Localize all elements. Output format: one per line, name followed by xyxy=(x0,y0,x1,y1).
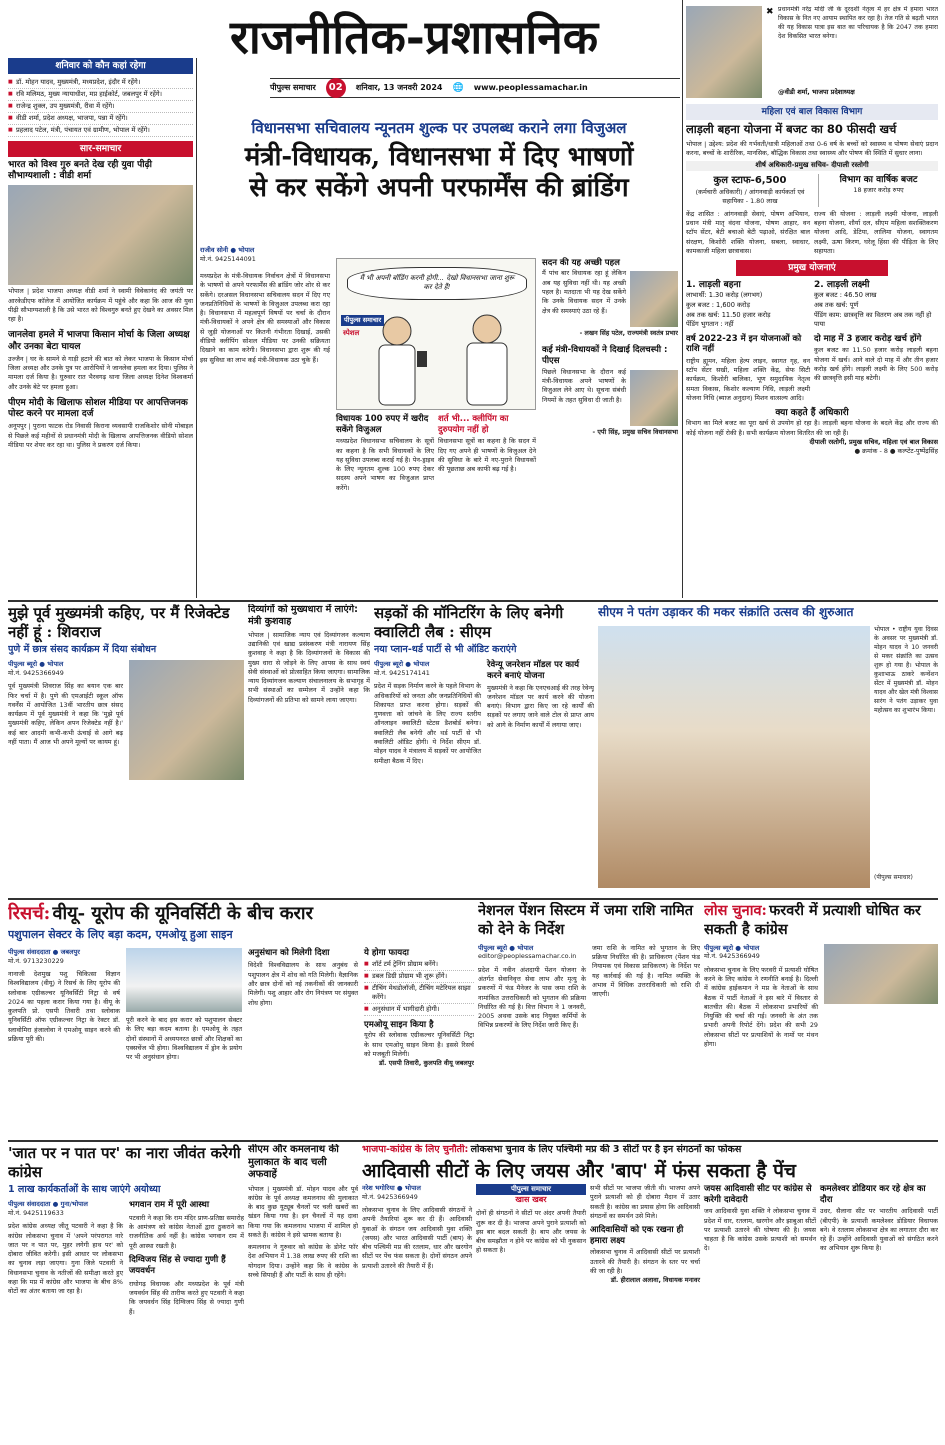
x-icon: ✖ xyxy=(766,7,774,17)
photo-caption: भोपाल • राष्ट्रीय युवा दिवस के अवसर पर मुख्यमंत्री डॉ. मोहन यादव ने 10 जनवरी से मकर संक्रांति का उत्सव शुरू हो गया है। भोपाल के कुशाभाऊ ठाकरे कन्वेंशन सेंटर में मुख्यमंत्री डॉ. मोहन यादव और खेल मंत्री विश्वास सारंग ने पतंग उड़ाकर युवा महोत्सव का शुभारंभ किया। xyxy=(874,626,938,714)
story-subhead: नया प्लान-थर्ड पार्टी से भी ऑडिट कराएंगे xyxy=(374,643,517,655)
schedule-list xyxy=(8,77,193,136)
subhead: कमलेश्वर डोडियार कर रहे क्षेत्र का दौरा xyxy=(820,1184,926,1205)
central-schemes: केंद्र शासित : आंगनवाड़ी सेवाएं, पोषण अभियान, प्रधान मंत्री मातृ वंदना योजना, पोषण आहार, वन स्टॉप सेंटर, बेटी बचाओ बेटी पढ़ाओ, संरक्षित बाल संरक्षण, किशोरी शक्ति योजना, सबला, स्वाधार, कामकाजी महिला छात्रावास। xyxy=(686,209,810,255)
story-text: भोपाल | प्रदेश भाजपा अध्यक्ष वीडी शर्मा ने स्वामी विवेकानंद की जयंती पर आरकेडीएफ कॉलेज में आयोजित कार्यक्रम में पहुंचे और कहा कि आज की युवा पीढ़ी सौभाग्यशाली है कि उसे भारत को विश्वगुरु बनते हुए देखने का अवसर मिल रहा है। xyxy=(8,287,193,324)
quote-box xyxy=(686,6,938,102)
subhead: विधायक 100 रुपए में खरीद सकेंगे विजुअल xyxy=(336,414,429,435)
brief-news-heading: सार-समाचार xyxy=(8,141,193,157)
story-text: जमा राशि के नामित को भुगतान के लिए प्रक्रिया निर्धारित की है। प्राधिकरण (पेंशन फंड नियामक एवं विकास प्राधिकरण) के निर्देश पर यह कार्रवाई की गई है। नामित व्यक्ति के अभाव में विधिक उत्तराधिकारी को राशि दी जाएगी। xyxy=(592,943,700,999)
sidebox-signature: - एपी सिंह, प्रमुख सचिव विधानसभा xyxy=(592,427,678,436)
cartoon-figures xyxy=(337,311,537,411)
story-headline: से कर सकेंगे अपनी परफार्मेंस की ब्रांडिंग xyxy=(249,173,629,204)
mou-story xyxy=(8,902,474,1144)
shivraj-story xyxy=(8,604,244,894)
cartoon-label xyxy=(341,315,384,326)
paper-name: पीपुल्स समाचार xyxy=(270,82,316,92)
budget-value: 18 हजार करोड़ रुपए xyxy=(853,185,904,194)
subhead: रेवेन्यू जनरेशन मॉडल पर कार्य करने बनाएं योजना xyxy=(487,660,580,681)
scheme-line: लाभार्थी: 1.30 करोड़ (लगभग) xyxy=(686,291,763,300)
story-text: दोनों ही संगठनों ने सीटों पर अंदर अपनी तैयारी शुरू कर दी है। भाजपा अपने पुराने प्रत्याशी को इस बार बदल सकती है। बाप और जयस के बीच समझौता न होने पर कांग्रेस को भी नुकसान हो सकता है। xyxy=(476,1209,586,1255)
story-kicker: भाजपा-कांग्रेस के लिए चुनौती: xyxy=(362,1144,469,1155)
list-item: ■ प्रहलाद पटेल, मंत्री, पंचायत एवं ग्रामीण, भोपाल में रहेंगे। xyxy=(8,125,193,137)
exclusive-label: पीपुल्स समाचार xyxy=(510,1185,552,1193)
story-text: सभी सीटों पर भाजपा जीती थी। भाजपा अपने पुराने प्रत्याशी को ही दोबारा मैदान में उतार सकती है। कांग्रेस का प्रयास होगा कि आदिवासी संगठनों का समर्थन उसे मिले। xyxy=(590,1184,700,1220)
road-story xyxy=(374,604,594,894)
leader-photo xyxy=(686,6,762,98)
globe-icon: 🌐 xyxy=(452,82,464,93)
story-kicker-detail: लोकसभा चुनाव के लिए पश्चिमी मप्र की 3 सीटों पर है इन संगठनों का फोकस xyxy=(470,1144,742,1155)
story-text: लोकसभा चुनाव के लिए फरवरी में प्रत्याशी घोषित करने के लिए कांग्रेस ने रणनीति बनाई है। दिल्ली में कांग्रेस हाईकमान ने मप्र के नेताओं के साथ बैठक में पार्टी नेताओं ने इस बारे में विस्तार से बातचीत की। बैठक में लोकसभा प्रभारियों की नियुक्ति की चर्चा की गई। जनवरी के अंत तक प्रभारी अपनी रिपोर्ट देंगे। प्रदेश की सभी 29 लोकसभा सीटों पर प्रत्याशियों के नामों पर मंथन होगा। xyxy=(704,965,818,1048)
staff-label: कुल स्टाफ- xyxy=(713,174,755,186)
story-text: प्रदेश कांग्रेस अध्यक्ष जीतू पटवारी ने कहा है कि कांग्रेस लोकसभा चुनाव में 'अपने परंपरागत नारे जात पर न पात पर, मुहर लगेगी हाथ पर' को दोबारा जीवित करेगी। इसी आधार पर लोकसभा का चुनाव लड़ा जाएगा। गुना जिले पटवारी ने विधानसभा चुनाव के नतीजों की समीक्षा करते हुए कहा कि मप्र में कांग्रेस और भाजपा के बीच 8% वोटों का अंतर बताया जा रहा है। xyxy=(8,1222,123,1296)
list-item: ■ शॉर्ट टर्म ट्रेनिंग प्रोग्राम बनेंगे। xyxy=(364,959,474,971)
story-text: लोकसभा चुनाव में आदिवासी सीटों पर प्रत्याशी उतारने की तैयारी है। संगठन के स्तर पर चर्चा की जा रही है। xyxy=(590,1248,700,1275)
nps-story xyxy=(478,902,700,1144)
right-column xyxy=(686,6,938,598)
page-number: 02 xyxy=(326,78,346,98)
department-headline: लाड़ली बहना योजना में बजट का 80 फीसदी खर्च xyxy=(686,122,897,137)
mobile-number: मो.नं. 9425366949 xyxy=(362,1192,418,1201)
story-text: विधानसभा सूत्रों का कहना है कि सदन में दिए गए अपने ही भाषणों के विजुअल देने की सुविधा के बारे में नए-पुराने विधायकों की पूछताछ अब काफी बढ़ गई है। xyxy=(438,437,536,474)
scheme-line: अब तक खर्च: पूर्ण xyxy=(814,300,859,309)
figure-body xyxy=(467,343,507,405)
quote-text: प्रधानमंत्री नरेंद्र मोदी जी के दूरदर्शी नेतृत्व में हर क्षेत्र में हमारा भारत विकास के नित नए आयाम स्थापित कर रहा है। तेज गति से बढ़ती भारत की यह विकास यात्रा इस बात का परिचायक है कि 2047 तक हमारा देश विकसित भारत बनेगा। xyxy=(778,6,938,40)
list-item: ■ टीचिंग मेथडोलॉजी, टीचिंग मटेरियल साझा करेंगे। xyxy=(364,983,474,1004)
byline: पीपुल्स ब्यूरो ● भोपाल xyxy=(478,943,534,952)
story-text: मुख्यमंत्री ने कहा कि एनएचआई की तरह रेवेन्यू जनरेशन मॉडल पर कार्य करने की योजना बनाएं। विभाग द्वारा किए जा रहे कार्यों की सड़कों पर लगाए जाने वाले टोल से प्राप्त आय को आगे के निर्माण कार्यों में लगाया जाए। xyxy=(487,683,594,729)
story-subhead: पशुपालन सेक्टर के लिए बड़ा कदम, एमओयू हुआ साइन xyxy=(8,928,233,942)
staff-value: 6,500 xyxy=(754,174,787,186)
exclusive-tag xyxy=(476,1184,586,1195)
story-text: भोपाल | सामाजिक न्याय एवं दिव्यांगजन कल्याण उद्यानिकी एवं खाद्य प्रसंस्करण मंत्री नारायण सिंह कुशवाह ने कहा है कि दिव्यांगजनों के विकास की मुख्य धारा से जोड़ने के लिए आपस के साथ स्वयं सेवी संस्थाओं को प्रोत्साहित किया जाएगा। सामाजिक न्याय दिव्यांगजन कल्याण संचालनालय के सभागृह में सभी संस्थाओं का सम्मेलन में उन्होंने कहा कि दिव्यांगजनों की प्रतिभा को सामने लाया जाएगा। xyxy=(248,630,370,704)
exclusive-sublabel: खास खबर xyxy=(515,1195,547,1205)
story-text: विदेशी विश्वविद्यालय के साथ अनुबंध से पशुपालन क्षेत्र में शोध को गति मिलेगी। वैज्ञानिक और छात्र दोनों को नई तकनीकों की जानकारी मिलेगी। पशु आहार और रोग नियंत्रण पर संयुक्त शोध होगा। xyxy=(248,961,358,1007)
story-text: विभाग का मिले बजट का पूरा खर्च से उपयोग हो रहा है। लाड़ली बहना योजना के बदले केंद्र और राज्य की कोई योजना नहीं रोकी है। सभी कार्यक्रम योजना वितरित की जा रही हैं। xyxy=(686,419,938,437)
story-text: प्रदेश में सड़क निर्माण करने के पहले विभाग के अधिकारियों को जनता और जनप्रतिनिधियों की शिकायत प्राप्त करना होगा। सड़कों की गुणवत्ता को जांचने के लिए राज्य स्तरीय ऑनलाइन क्वालिटी स्टेटस डैशबोर्ड बनेगा। क्वालिटी लैब बनेगी और थर्ड पार्टी से भी क्वालिटी ऑडिट होगी। ये निर्देश सीएम डॉ. मोहन यादव ने मंत्रालय में सड़कों पर आयोजित समीक्षा बैठक में दिए। xyxy=(374,682,481,765)
kamal-story xyxy=(248,1144,358,1440)
story-headline: सीएम और कमलनाथ की मुलाकात के बाद चली अफवाहें xyxy=(248,1144,339,1180)
mobile-number: मो.नं. 9425119633 xyxy=(8,1209,64,1218)
story-kicker: विधानसभा सचिवालय न्यूनतम शुल्क पर उपलब्ध कराने लगा विजुअल xyxy=(251,119,627,137)
department-heading: महिला एवं बाल विकास विभाग xyxy=(686,104,938,120)
tribal-story xyxy=(362,1144,938,1440)
subhead: ये होगा फायदा xyxy=(364,948,409,958)
story-text: राघोगढ़ विधायक और मध्यप्रदेश के पूर्व मंत्री जयवर्धन सिंह की तारीफ करते हुए पटवारी ने कहा कि जयवर्धन सिंह दिग्विजय सिंह से ज्यादा गुणी हैं। xyxy=(129,1279,244,1316)
photo-credit: (पीपुल्स समाचार) xyxy=(874,874,913,881)
byline: नरेश भगोरिया ● भोपाल xyxy=(362,1184,421,1192)
state-schemes: राज्य की योजना : लाड़ली लक्ष्मी योजना, लाड़ली बहना योजना, शौर्या दल, सीएम महिला सशक्तिकरण योजना आदि, डेटिया, लालिमा योजना, स्वागतम लक्ष्मी, ऊषा किरण, घरेलू हिंसा की पीड़िता के लिए सहायता। xyxy=(814,209,938,255)
schemes-heading: प्रमुख योजनाएं xyxy=(736,260,888,276)
story-text: अनूपपुर | पुराना फाटक रोड निवासी किराना व्यवसायी राजकिशोर सोनी मोबाइल से पिछले कई महीनों से प्रधानमंत्री मोदी के खिलाफ आपत्तिजनक वीडियो सोशल मीडिया पर शेयर कर रहा था। पुलिस ने प्रकरण दर्ज किया। xyxy=(8,422,193,450)
scheme-line: कुल बजट : 46.50 लाख xyxy=(814,291,877,300)
story-headline: वीयू- यूरोप की यूनिवर्सिटी के बीच करार xyxy=(52,903,313,924)
department-intro: भोपाल | उद्देश्य: प्रदेश की गर्भवती/धात्री महिलाओं तथा 0-6 वर्ष के बच्चों को स्वास्थ्य व पोषण सेवाएं प्रदान करना, बच्चों के शारीरिक, मानसिक, बौद्धिक विकास तथा स्वास्थ्य और पोषण की स्थिति में सुधार लाना। xyxy=(686,139,938,157)
phone-prop xyxy=(417,351,427,367)
sidebox-heading: सदन की यह अच्छी पहल xyxy=(542,258,620,268)
list-item: ■ अनुसंधान में भागीदारी होगी। xyxy=(364,1004,474,1016)
story-text: कमलनाथ ने गुरुवार को कांग्रेस के डोनेट फॉर देश अभियान में 1.38 लाख रुपए की राशि का योगदान दिया। उन्होंने कहा कि वे कांग्रेस के सच्चे सिपाही हैं और पार्टी के साथ ही रहेंगे। xyxy=(248,1243,358,1280)
sidebox-text: मैं पांच बार विधायक रहा हूं लेकिन अब यह सुविधा नहीं थी। यह अच्छी पहल है। मतदाता भी यह देख सकेंगे कि उनके विधायक सदन में उनके क्षेत्र की समस्याएं उठा रहे हैं। xyxy=(542,269,626,315)
story-text: मध्यप्रदेश के मंत्री-विधायक निर्वाचन क्षेत्रों में विधानसभा के भाषणों से अपने परफार्मेंस की ब्रांडिंग जोर शोर से कर सकेंगे। दरअसल विधानसभा सचिवालय सदन में दिए गए जनप्रतिनिधियों के भाषणों के विजुअल उपलब्ध करा रहा है। विधानसभा में महत्वपूर्ण विषयों पर चर्चा के दौरान मंत्री-विधायकों ने अपने क्षेत्र की समस्याओं और विकास से जुड़ी योजनाओं पर कितनी गंभीरता दिखाई, उसकी वीडियो क्लीपिंग सोशल मीडिया पर उनकी सक्रियता दिखाने का काम करेगी। विधानसभा द्वारा शुरू की गई इस सुविधा का लाभ कई मंत्री-विधायक उठा चुके हैं। xyxy=(200,272,330,364)
sidebox-heading: कई मंत्री-विधायकों ने दिखाई दिलचस्पी : पीएस xyxy=(542,344,668,367)
story-text: उज्जैन | घर के सामने से गाड़ी हटाने की बात को लेकर भाजपा के किसान मोर्चा जिला अध्यक्ष और उनके पुत्र पर आरोपियों ने जानलेवा हमला कर दिया। पुलिस ने मामला दर्ज किया है। घुरुवार रात भैरवगढ़ थाना जिला अध्यक्ष दिनेश विश्वकर्मा और उनके बेटे पर हमला हुआ। xyxy=(8,354,193,391)
subhead: एमओयू साइन किया है xyxy=(364,1019,434,1030)
story-text: प्रदेश में नवीन अंशदायी पेंशन योजना के अंतर्गत सेवानिवृत्त सेवा लाभ और मृत्यु के प्रकरणों में फंड मैनेजर के पास जमा राशि के नामांकित उत्तराधिकारी को भुगतान की प्रक्रिया निर्धारित की गई है। वित्त विभाग ने 1 जनवरी, 2005 अथवा उसके बाद नियुक्त कर्मियों के विभिन्न प्रकरणों के लिए निर्देश जारी किए हैं। xyxy=(478,965,586,1030)
mobile-number: मो.नं. 9425366949 xyxy=(8,669,64,678)
story-text: यूरोप की स्लोवाक एग्रीकल्चर यूनिवर्सिटी निट्रा के साथ एमओयू साइन किया है। इससे रिसर्च को मजबूती मिलेगी। xyxy=(364,1031,474,1058)
story-text: पूरी करने के बाद इस करार को पशुपालन सेक्टर के लिए बड़ा कदम बताया है। एमओयू के तहत दोनों संस्थानों में अध्ययनरत छात्रों और शिक्षकों का एक्सचेंज भी होगा। विश्वविद्यालय में ड्रोन के प्रयोग पर भी अनुसंधान होगा। xyxy=(126,1016,242,1062)
subhead: अनुसंधान को मिलेगी दिशा xyxy=(248,948,330,958)
byline: पीपुल्स ब्यूरो ● भोपाल xyxy=(704,943,760,952)
story-headline: 'जात पर न पात पर' का नारा जीवंत करेगी कांग्रेस xyxy=(8,1144,241,1181)
main-story xyxy=(200,118,678,598)
byline: पीपुल्स ब्यूरो ● भोपाल xyxy=(374,660,430,669)
scheme-line: पेंडिंग काम: छात्रवृत्ति का वितरण अब तक नहीं हो पाया xyxy=(814,310,932,329)
story-text: जय आदिवासी युवा शक्ति ने लोकसभा चुनाव में प्रदेश में धार, रतलाम, खरगोन और झाबुआ सीटों पर प्रत्याशी उतारने की घोषणा की है। जयस चाहता है कि कांग्रेस उसके प्रत्याशी को समर्थन दे। xyxy=(704,1207,816,1253)
cartoon xyxy=(336,258,536,410)
story-text: लोकसभा चुनाव के लिए आदिवासी संगठनों ने अपनी तैयारियां शुरू कर दी हैं। आदिवासी युवाओं के संगठन जय आदिवासी युवा शक्ति (जयस) और भारत आदिवासी पार्टी (बाप) के बीच पश्चिमी मप्र की रतलाम, धार और खरगोन सीटों पर पेंच फंस सकता है। दोनों संगठन अपने प्रत्याशी उतारने की तैयारी में हैं। xyxy=(362,1206,472,1270)
story-text: नानाजी देशमुख पशु चिकित्सा विज्ञान विश्वविद्यालय (वीयू) ने रिसर्च के लिए यूरोप की स्लोवाक एग्रीकल्चर यूनिवर्सिटी निट्रा से वर्ष 2024 का पहला करार किया गया है। वीयू के कुलपति प्रो. एसपी तिवारी तथा स्लोवाक यूनिवर्सिटी ऑफ एग्रीकल्चर निट्रा के रेक्टर डॉ. स्लावोमिरा हंजालोवा ने एमओयू साइन करने की प्रक्रिया पूरी की। xyxy=(8,970,120,1044)
subhead: भगवान राम में पूरी आस्था xyxy=(129,1200,210,1211)
story-subhead: 1 लाख कार्यकर्ताओं के साथ जाएंगे अयोध्या xyxy=(8,1183,161,1195)
cartoon-sublabel: स्पेशल xyxy=(343,329,360,337)
figure-head xyxy=(383,317,411,345)
figure-body xyxy=(379,345,415,405)
story-kicker: लोस चुनाव: xyxy=(704,902,767,919)
subhead: शर्त भी... क्लीपिंग का दुरुपयोग नहीं हो xyxy=(438,414,509,435)
kite-photo xyxy=(598,626,870,888)
scheme-title: 1. लाड़ली बहना xyxy=(686,280,741,291)
kushwah-story xyxy=(248,604,370,894)
email[interactable]: editor@peoplessamachar.co.in xyxy=(478,952,577,961)
story-text: पटवारी ने कहा कि राम मंदिर प्राण-प्रतिष्ठा समारोह के आमंत्रण को कांग्रेस नेताओं द्वारा ठुकराने का राजनीतिक अर्थ नहीं है। कांग्रेस भगवान राम में पूरी आस्था रखती है। xyxy=(129,1213,244,1250)
list-item: ■ वीडी शर्मा, प्रदेश अध्यक्ष, भाजपा, पन्ना में रहेंगे। xyxy=(8,113,193,125)
story-text: मध्यप्रदेश विधानसभा सचिवालय के सूत्रों का कहना है कि सभी विधायकों के लिए यह सुविधा उपलब्ध कराई गई है। पेन-ड्राइव के लिए न्यूनतम शुल्क 100 रुपए देकर सदस्य अपने भाषण का विजुअल प्राप्त करेंगे। xyxy=(336,437,434,492)
signature: डॉ. एसपी तिवारी, कुलपति वीयू जबलपुर xyxy=(378,1059,474,1068)
story-text: उधर, सैलाना सीट पर भारतीय आदिवासी पार्टी (बीएपी) के प्रत्याशी कमलेश्वर डोडियार विधायक बने। वे रतलाम लोकसभा क्षेत्र का लगातार दौरा कर रहे हैं। उन्होंने आदिवासी युवाओं को संगठित करने का अभियान शुरू किया है। xyxy=(820,1207,938,1253)
byline: राजीव सोनी ● भोपाल xyxy=(200,246,255,254)
subhead: वर्ष 2022-23 में इन योजनाओं को राशि नहीं xyxy=(686,333,802,355)
signature: दीपाली रस्तोगी, प्रमुख सचिव, महिला एवं बाल विकास xyxy=(809,437,938,446)
official-photo xyxy=(630,370,678,426)
scheme-title: 2. लाड़ली लक्ष्मी xyxy=(814,280,870,291)
scheme-line: कुल बजट : 1,600 करोड़ xyxy=(686,300,750,309)
quote-handle: @वीडी शर्मा, भाजपा प्रदेशाध्यक्ष xyxy=(778,88,855,96)
story-text: भोपाल | मुख्यमंत्री डॉ. मोहन यादव और पूर्व कांग्रेस के पूर्व अध्यक्ष कमलनाथ की मुलाकात के बाद कुछ यूट्यूब चैनलों पर चली खबरों का खंडन किया गया है। इन चैनलों में यह दावा किया गया कि कमलनाथ भाजपा में शामिल हो सकते हैं। कांग्रेस ने इसे भ्रामक बताया है। xyxy=(248,1184,358,1239)
story-headline: भारत को विश्व गुरु बनते देख रही युवा पीढ़ी सौभाग्यशाली : वीडी शर्मा xyxy=(8,159,152,181)
minister-photo xyxy=(630,271,678,327)
signature: डॉ. हीरालाल अलावा, विधायक मनावर xyxy=(610,1276,700,1285)
section-title: राजनीतिक-प्रशासनिक xyxy=(230,10,599,64)
news-photo xyxy=(129,660,244,780)
list-item: ■ डॉ. मोहन यादव, मुख्यमंत्री, मध्यप्रदेश, इंदौर में रहेंगे। xyxy=(8,77,193,89)
schedule-heading: शनिवार को कौन कहां रहेगा xyxy=(8,58,193,74)
list-item: ■ रवि मलिमठ, मुख्य न्यायाधीश, मप्र हाईकोर्ट, जबलपुर में रहेंगे। xyxy=(8,89,193,101)
story-text: राष्ट्रीय ह्यूमन, महिला हेल्प लाइन, स्वागत गृह, वन स्टॉप सेंटर सखी, महिला शक्ति केंद्र, सेफ सिटी कार्यक्रम, किशोरी बालिका, भूण समुदायिक नेतृत्व समता विकास, किशोर कल्याण निधि, लाड़ली लक्ष्मी योजना निधि (ब्याज अनुदान) मिशन वात्सल्य आदि। xyxy=(686,356,810,402)
scheme-line: पेंडिंग भुगतान : नहीं xyxy=(686,320,734,329)
benefit-list xyxy=(364,959,474,1015)
story-headline: जानलेवा हमले में भाजपा किसान मोर्चा के जिला अध्यक्ष और उनका बेटा घायल xyxy=(8,330,190,352)
page-credits: ● क्रमांक - 8 ● कल्प्टेंट-पुष्पेंद्रसिंह xyxy=(854,446,938,455)
mobile-number: मो.नं. 9425144091 xyxy=(200,254,256,263)
sidebox-text: पिछले विधानसभा के दौरान कई मंत्री-विधायक अपने भाषणों के विजुअल लेने आए थे। सूचना संबंधी नियमों के तहत सुविधा दी जाती है। xyxy=(542,367,626,404)
story-headline: पीएम मोदी के खिलाफ सोशल मीडिया पर आपत्तिजनक पोस्ट करने पर मामला दर्ज xyxy=(8,397,188,420)
news-photo xyxy=(8,185,193,285)
staff-note: (कर्मचारी अधिकारी) / आंगनवाड़ी कार्यकर्ता एवं सहायिका - 1.80 लाख xyxy=(695,188,805,206)
issue-date: शनिवार, 13 जनवरी 2024 xyxy=(355,82,443,92)
story-headline: दिव्यांगों को मुख्यधारा में लाएंगे: मंत्री कुशवाह xyxy=(248,604,358,627)
story-text: कुल बजट का 11.50 हजार करोड़ लाड़ली बहना योजना में खर्च। आने वाले दो माह में और तीन हजार करोड़ खर्च होंगे। लाड़ली लक्ष्मी के लिए 500 करोड़ की छात्रवृत्ति इसी माह बटेगी। xyxy=(814,346,938,383)
masthead xyxy=(200,0,680,112)
story-kicker: रिसर्च: xyxy=(8,903,51,924)
subhead: आदिवासियों को एक रखना ही हमारा लक्ष्य xyxy=(590,1225,684,1246)
story-headline: आदिवासी सीटों के लिए जयस और 'बाप' में फंस सकता है पेंच xyxy=(362,1159,796,1182)
mobile-number: मो.नं. 9425174141 xyxy=(374,669,430,678)
story-headline: मुझे पूर्व मुख्यमंत्री कहिए, पर मैं रिजेक्टेड नहीं हूं : शिवराज xyxy=(8,604,230,641)
mobile-number: मो.नं. 9425366949 xyxy=(704,952,760,961)
scheme-line: अब तक खर्च: 11.50 हजार करोड़ xyxy=(686,310,771,319)
story-headline: नेशनल पेंशन सिस्टम में जमा राशि नामित को देने के निर्देश xyxy=(478,902,694,938)
officer-line: शीर्ष अधिकारी-प्रमुख सचिव- दीपाली रस्तोगी xyxy=(686,161,938,170)
website-link[interactable]: www.peoplessamachar.in xyxy=(473,82,588,92)
story-headline: सड़कों की मॉनिटरिंग के लिए बनेगी क्वालिटी लैब : सीएम xyxy=(374,604,564,641)
list-item: ■ राजेन्द्र शुक्ल, उप मुख्यमंत्री, रीवा में रहेंगे। xyxy=(8,101,193,113)
subhead: दिग्विजय सिंह से ज्यादा गुणी हैं जयवर्धन xyxy=(129,1254,226,1277)
kite-story xyxy=(598,604,938,894)
byline: पीपुल्स ब्यूरो ● भोपाल xyxy=(8,660,64,669)
university-photo xyxy=(126,948,242,1012)
ls-story xyxy=(704,902,938,1144)
story-headline: फरवरी में प्रत्याशी घोषित कर सकती है कांग्रेस xyxy=(704,902,921,938)
cartoon-label-text: पीपुल्स समाचार xyxy=(344,316,382,324)
cartoon-speech: मैं भी अपनी बॉडिंग करनी होगी... देखो विधानसभा जाना शुरू कर देते हैं! xyxy=(347,267,527,300)
sidebox-signature: - लखन सिंह पटेल, राज्यमंत्री स्वतंत्र प्रभार xyxy=(579,329,678,338)
byline: पीपुल्स संवाददाता ● जबलपुर xyxy=(8,948,80,956)
jaat-story xyxy=(8,1144,244,1440)
dateline xyxy=(270,78,680,98)
story-text: पूर्व मुख्यमंत्री शिवराज सिंह का बयान एक बार फिर चर्चा में है। पुणे की एमआईटी स्कूल ऑफ गवर्नेंस में आयोजित 13वीं भारतीय छात्र संसद कार्यक्रम में पूर्व मुख्यमंत्री ने कहा कि 'मुझे पूर्व मुख्यमंत्री कहिए, लेकिन अपन रिजेक्टेड नहीं है।' कई बार आदमी कभी-कभी ऊंचाई से आगे बढ़ नहीं पाता। मैं आज भी अपने मूल्यों पर कायम हूं। xyxy=(8,682,123,747)
subhead: जयस आदिवासी सीट पर कांग्रेस से करेगी दावेदारी xyxy=(704,1184,812,1205)
subhead: क्या कहते हैं अधिकारी xyxy=(775,408,849,419)
subhead: दो माह में 3 हजार करोड़ खर्च होंगे xyxy=(814,333,922,344)
mobile-number: मो.नं. 9713230229 xyxy=(8,956,64,965)
figure-head xyxy=(473,315,501,343)
left-column xyxy=(8,58,193,598)
news-photo xyxy=(824,944,938,1004)
byline: पीपुल्स संवाददाता ● गुना/भोपाल xyxy=(8,1200,88,1209)
story-headline: सीएम ने पतंग उड़ाकर की मकर संक्रांति उत्सव की शुरुआत xyxy=(598,605,854,619)
budget-label: विभाग का वार्षिक बजट xyxy=(839,174,918,185)
list-item: ■ डबल डिग्री प्रोग्राम भी शुरू होंगे। xyxy=(364,971,474,983)
story-subhead: पुणे में छात्र संसद कार्यक्रम में दिया संबोधन xyxy=(8,643,157,655)
story-headline: मंत्री-विधायक, विधानसभा में दिए भाषणों xyxy=(244,142,634,173)
